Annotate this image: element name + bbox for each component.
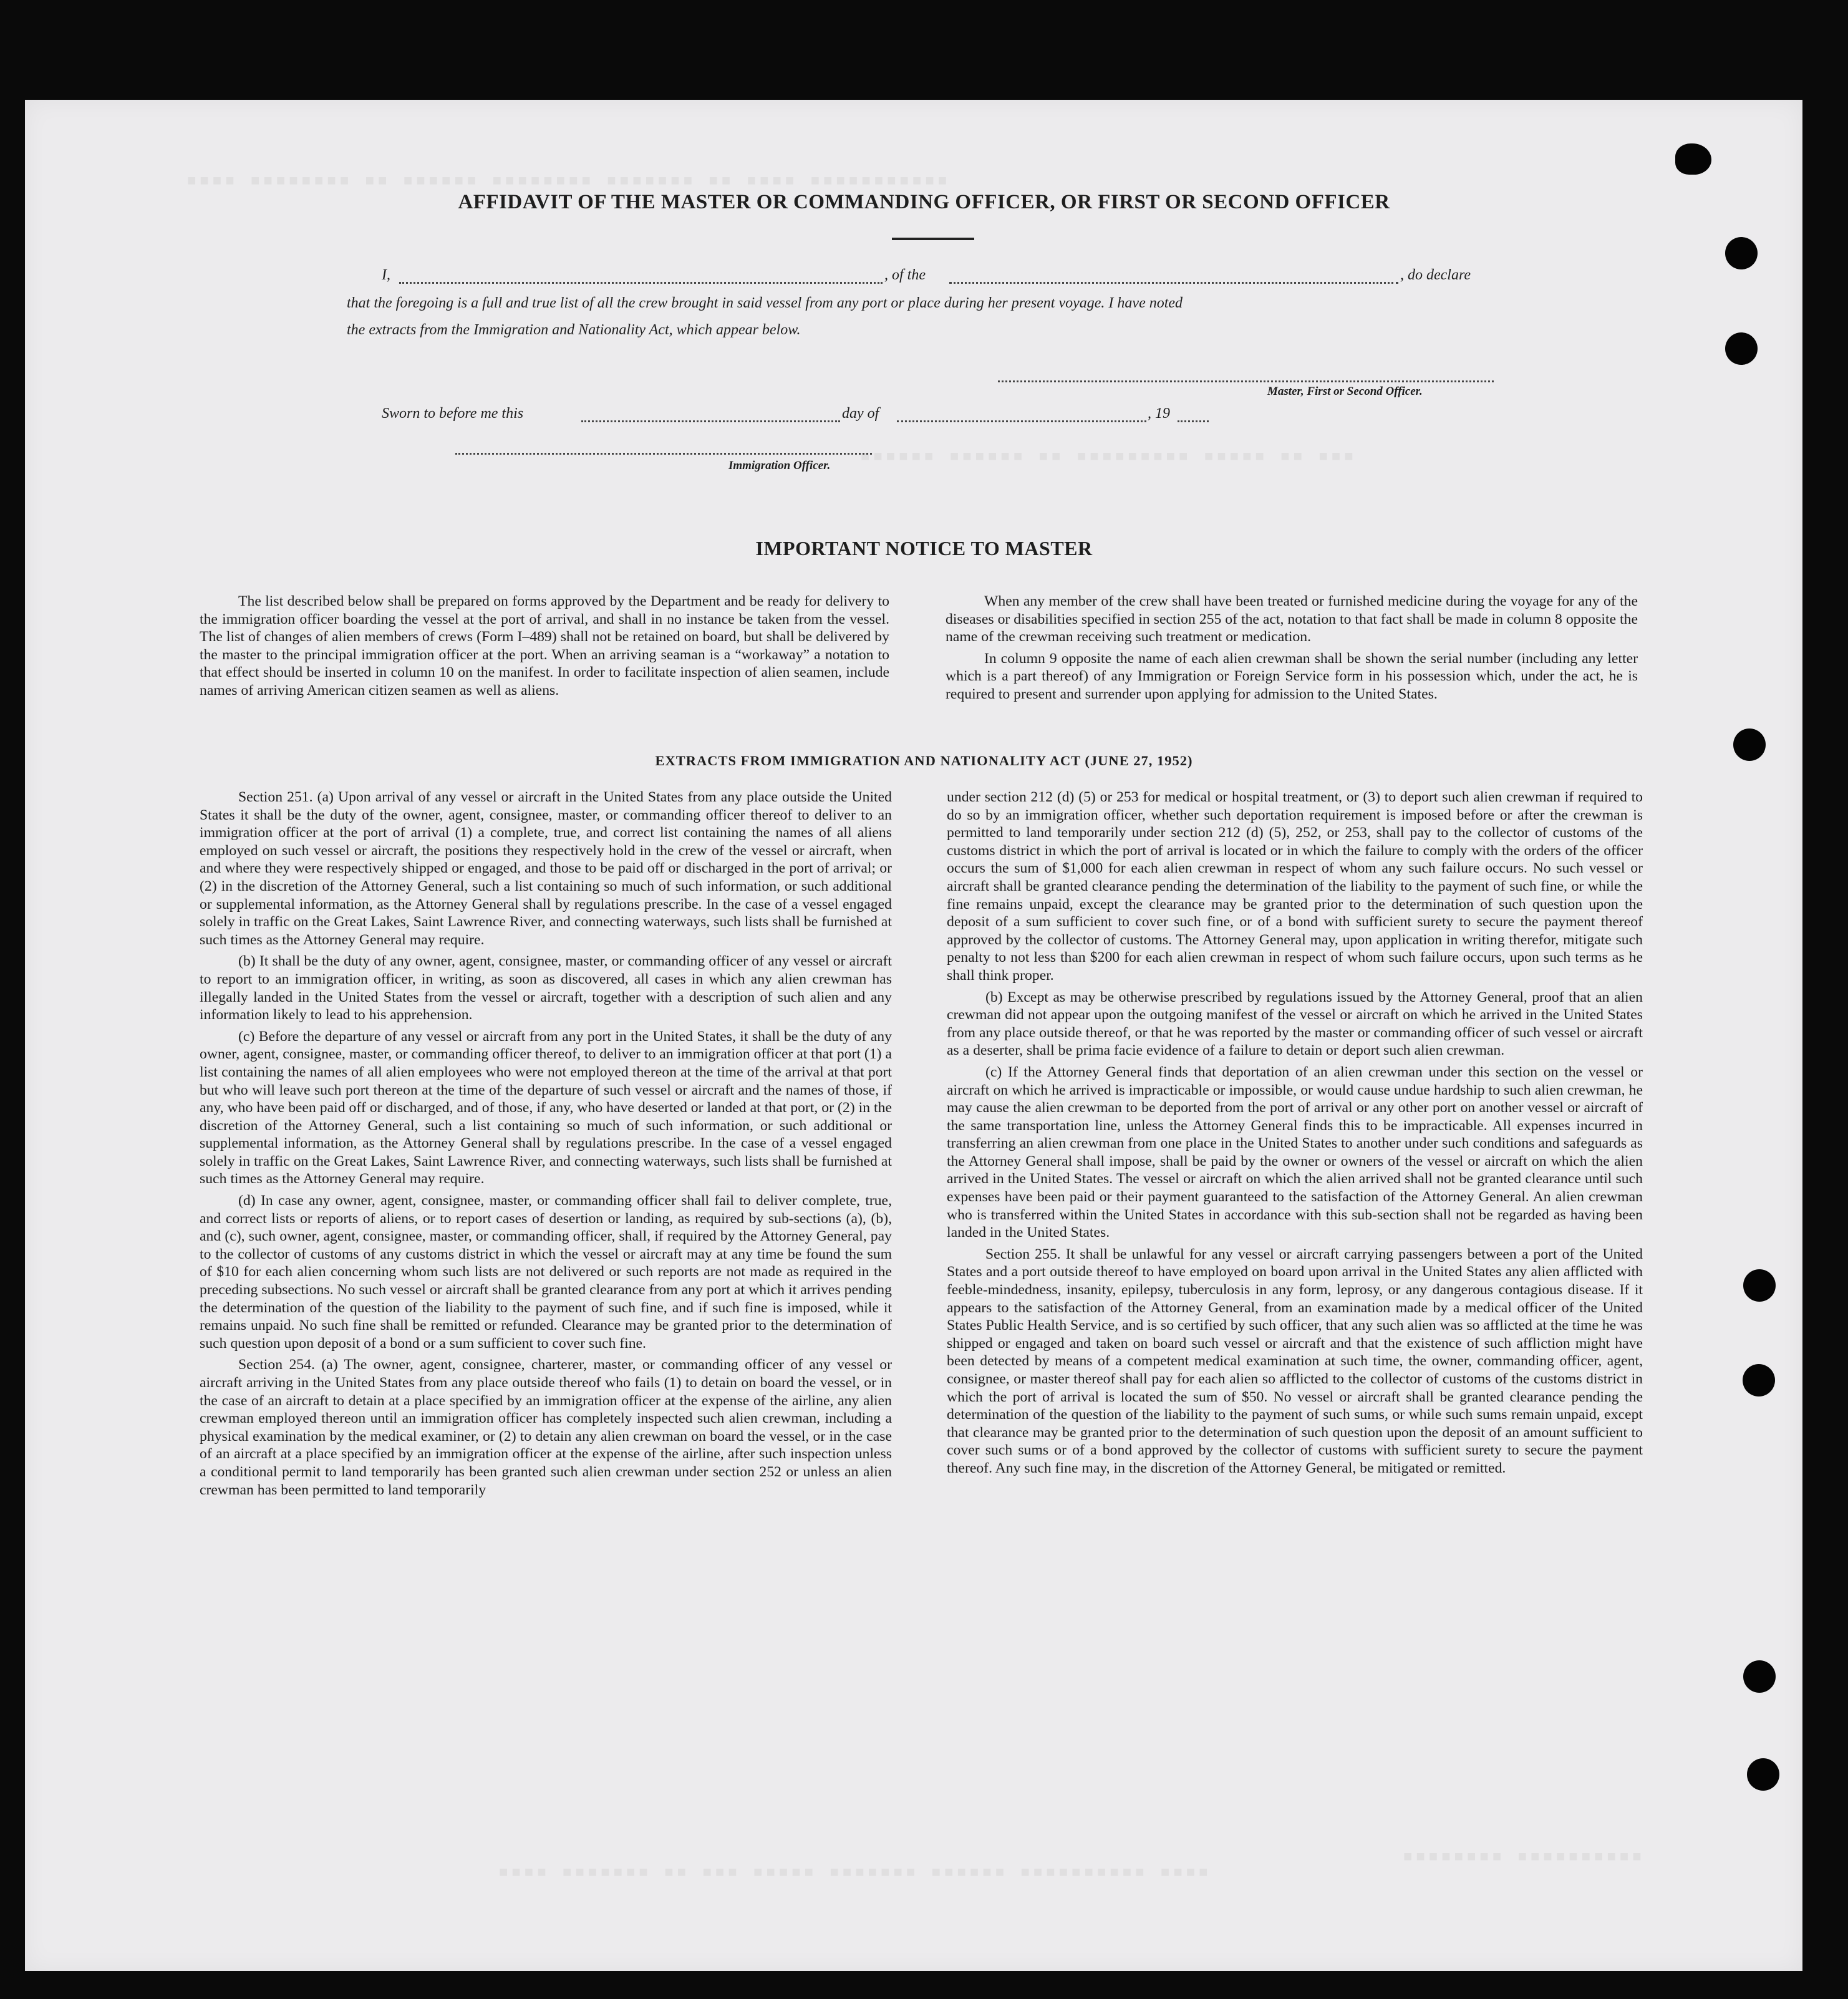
section-251-c: (c) Before the departure of any vessel or aircraft from any port in the United States, it shall be the duty of any owner, agent, consignee, master, or commanding officer thereof, to deliver to an immigration officer at that port (1) a list containing the names of all alien employees who were not employed thereon at the time of the arrival at that port but who will leave such port thereon at the time of the departure of such vessel or aircraft and the names of those, if any, who have been paid off or discharged, and of those, if any, who have deserted or landed at that port, or (2) in the discretion of the Attorney General, such a list containing so much of such information, or such additional or supplemental information, as the Attorney General shall by regulations prescribe. In the case of a vessel engaged solely in traffic on the Great Lakes, Saint Lawrence River, and connecting waterways, such lists shall be furnished at such times as the Attorney General may require. — [200, 1028, 892, 1188]
name-field[interactable] — [399, 282, 883, 284]
do-declare-label: , do declare — [1400, 267, 1471, 283]
extracts-right-column — [947, 788, 1643, 1481]
sworn-month-field[interactable] — [897, 420, 1146, 422]
bleed-through-text: ■■■■ ■■■■■■■ ■■ ■■■ ■■■■■ ■■■■■■■ ■■■■■■ ■■■■■■■■■■ ■■■■ — [499, 1865, 1212, 1882]
declaration-line-2: the extracts from the Immigration and Nationality Act, which appear below. — [347, 322, 801, 338]
day-of-label: day of — [842, 405, 879, 422]
master-signature-field[interactable] — [998, 380, 1494, 382]
declaration-line-1: that the foregoing is a full and true list of all the crew brought in said vessel from any port or place during her present voyage. I have noted — [347, 295, 1183, 311]
year-label: , 19 — [1148, 405, 1170, 422]
officer-signature-field[interactable] — [455, 453, 872, 455]
title-rule — [892, 238, 974, 240]
bleed-through-text: ■■■■■■ ■■■■■■ ■■ ■■■■■■■■■ ■■■■■ ■■ ■■■ — [861, 449, 1357, 466]
section-251-b: (b) It shall be the duty of any owner, agent, consignee, master, or commanding officer of any vessel or aircraft to report to an immigration officer, in writing, as soon as discovered, all cases in which any alien crewman has illegally landed in the United States from the vessel or aircraft, together with a description of such alien and any information likely to lead to his apprehension. — [200, 953, 892, 1024]
sworn-year-field[interactable] — [1178, 420, 1209, 422]
punch-hole — [1743, 1269, 1776, 1302]
master-signature-caption: Master, First or Second Officer. — [1267, 385, 1423, 398]
affidavit-title: AFFIDAVIT OF THE MASTER OR COMMANDING OFFICER, OR FIRST OR SECOND OFFICER — [458, 191, 1390, 213]
notice-right-paragraph-2: In column 9 opposite the name of each alien crewman shall be shown the serial number (including any letter which is a part thereof) of any Immigration or Foreign Service form in his possession which, under the act, he is required to present and surrender upon applying for admission to the United States. — [946, 650, 1638, 702]
bleed-through-text: ■■■■■■■■ ■■■■■■■■■■ — [1403, 1849, 1645, 1866]
punch-hole — [1743, 1660, 1776, 1693]
i-label: I, — [382, 267, 390, 283]
section-255: Section 255. It shall be unlawful for any vessel or aircraft carrying passengers between a port of the United States and a port outside thereof to have employed on board upon arrival in the United States any alien afflicted with feeble-mindedness, insanity, epilepsy, tuberculosis in any form, leprosy, or any dangerous contagious disease. If it appears to the satisfaction of the Attorney General, from an examination made by a medical officer of the United States Public Health Service, and is so certified by such officer, that any such alien was so afflicted at the time he was shipped or engaged and taken on board such vessel or aircraft and that the existence of such affliction might have been detected by means of a competent medical examination at such time, the owner, commanding officer, agent, consignee, or master thereof shall pay for each alien so afflicted to the collector of customs of the customs district in which the port of arrival is located the sum of $50. No vessel or aircraft shall be granted clearance pending the determination of the question of the liability to the payment of such sums, or while such sums remain unpaid, except that clearance may be granted prior to the determination of such question upon the deposit of an amount sufficient to cover such sums or of a bond approved by the collector of customs with sufficient surety to secure the payment thereof. Any such fine may, in the discretion of the Attorney General, be mitigated or remitted. — [947, 1246, 1643, 1476]
bleed-through-text: ■■■■ ■■■■■■■■ ■■ ■■■■■■ ■■■■■■■■ ■■■■■■■ ■■ ■■■■ ■■■■■■■■■■■ — [187, 173, 951, 190]
punch-hole — [1725, 237, 1758, 269]
notice-title: IMPORTANT NOTICE TO MASTER — [755, 537, 1093, 559]
section-254-a: Section 254. (a) The owner, agent, consignee, charterer, master, or commanding officer of any vessel or aircraft arriving in the United States from any place outside thereof who fails (1) to detain on board the vessel, or in the case of an aircraft to detain at a place specified by an immigration officer at the expense of the airline, any alien crewman employed thereon until an immigration officer has completely inspected such alien crewman, including a physical examination by the medical examiner, or (2) to detain any alien crewman on board the vessel, or in the case of an aircraft at a place specified by an immigration officer at the expense of the airline, after such inspection unless a conditional permit to land temporarily has been granted such alien crewman under section 252 or unless an alien crewman has been permitted to land temporarily — [200, 1357, 892, 1498]
officer-signature-caption: Immigration Officer. — [728, 459, 831, 472]
section-251-a: Section 251. (a) Upon arrival of any vessel or aircraft in the United States from any place outside the United States it shall be the duty of the owner, agent, consignee, master, or commanding officer thereof to deliver to an immigration officer at the port of arrival (1) a complete, true, and correct list containing the names of all aliens employed on such vessel or aircraft, the positions they respectively hold in the crew of the vessel or aircraft, when and where they were respectively shipped or engaged, and those to be paid off or discharged in the port of arrival; or (2) in the discretion of the Attorney General, such a list containing so much of such information, or such additional or supplemental information, as the Attorney General shall by regulations prescribe. In the case of a vessel engaged solely in traffic on the Great Lakes, Saint Lawrence River, and connecting waterways, such lists shall be furnished at such times as the Attorney General may require. — [200, 789, 892, 948]
section-251-d: (d) In case any owner, agent, consignee, master, or commanding officer shall fail to deliver complete, true, and correct lists or reports of aliens, or to report cases of desertion or landing, as required by sub-sections (a), (b), and (c), such owner, agent, consignee, master, or commanding officer, shall, if required by the Attorney General, pay to the collector of customs of any customs district in which the vessel or aircraft may at any time be found the sum of $10 for each alien concerning whom such lists are not delivered or such reports are not made as required in the preceding subsections. No such vessel or aircraft shall be granted clearance from any port at which it arrives pending the determination of the question of the liability to the payment of such fine, and if such fine is imposed, while it remains unpaid. No such fine shall be remitted or refunded. Clearance may be granted prior to the determination of such question upon deposit of a bond or a sum sufficient to cover such fine. — [200, 1193, 892, 1352]
section-254-a-continued: under section 212 (d) (5) or 253 for medical or hospital treatment, or (3) to deport such alien crewman if required to do so by an immigration officer, whether such deportation requirement is imposed before or after the crewman is permitted to land temporarily under section 212 (d) (5), 252, or 253, shall pay to the collector of customs of the customs district in which the port of arrival is located or in which the failure to comply with the orders of the officer occurs the sum of $1,000 for each alien crewman in respect of whom any such failure occurs. No such vessel or aircraft shall be granted clearance pending the determination of the liability to the payment of such fine, or while the fine remains unpaid, except the clearance may be granted prior to the determination of such question upon the deposit of a sum sufficient to cover such fine, or of a bond with sufficient surety to secure the payment thereof approved by the collector of customs. The Attorney General may, upon application in writing therefor, mitigate such penalty to not less than $200 for each alien crewman in respect of whom such failure occurs, upon such terms as he shall think proper. — [947, 789, 1643, 984]
punch-hole — [1747, 1758, 1779, 1791]
notice-right-column — [946, 593, 1638, 707]
punch-hole-torn — [1675, 143, 1711, 175]
section-254-b: (b) Except as may be otherwise prescribed by regulations issued by the Attorney General, proof that an alien crewman did not appear upon the outgoing manifest of the vessel or aircraft on which he arrived in the United States from any place outside thereof, or that he was reported by the master or commanding officer of such vessel or aircraft as a deserter, shall be prima facie evidence of a failure to detain or deport such alien crewman. — [947, 989, 1643, 1059]
of-the-label: , of the — [884, 267, 926, 283]
sworn-day-field[interactable] — [581, 420, 840, 422]
notice-left-paragraph: The list described below shall be prepared on forms approved by the Department and be ready for delivery to the immigration officer boarding the vessel at the port of arrival, and shall in no instance be taken from the vessel. The list of changes of alien members of crews (Form I–489) shall not be retained on board, but shall be delivered by the master to the principal immigration officer at the port. When an arriving seaman is a “workaway” a notation to that effect should be inserted in column 10 on the manifest. In order to facilitate inspection of alien seamen, include names of arriving American citizen seamen as well as aliens. — [200, 593, 889, 699]
punch-hole — [1725, 332, 1758, 365]
vessel-field[interactable] — [949, 282, 1398, 284]
extracts-title: EXTRACTS FROM IMMIGRATION AND NATIONALITY ACT (JUNE 27, 1952) — [655, 753, 1193, 768]
notice-right-paragraph-1: When any member of the crew shall have been treated or furnished medicine during the voyage for any of the diseases or disabilities specified in section 255 of the act, notation to that fact shall be made in column 8 opposite the name of the crewman receiving such treatment or medication. — [946, 593, 1638, 646]
notice-left-column — [200, 593, 889, 704]
punch-hole — [1743, 1364, 1775, 1396]
sworn-label: Sworn to before me this — [382, 405, 524, 422]
section-254-c: (c) If the Attorney General finds that deportation of an alien crewman under this section on the vessel or aircraft on which he arrived is impracticable or impossible, or would cause undue hardship to such alien crewman, he may cause the alien crewman to be deported from the port of arrival or any other port on another vessel or aircraft of the same transportation line, unless the Attorney General finds this to be impracticable. All expenses incurred in transferring an alien crewman from one place in the United States to another under such conditions and safeguards as the Attorney General shall impose, shall be paid by the owner or owners of the vessel or aircraft on which the alien arrived in the United States. The vessel or aircraft on which the alien arrived shall not be granted clearance until such expenses have been paid or their payment guaranteed to the satisfaction of the Attorney General. An alien crewman who is transferred within the United States in accordance with this sub-section shall not be regarded as having been landed in the United States. — [947, 1063, 1643, 1241]
extracts-left-column — [200, 788, 892, 1503]
